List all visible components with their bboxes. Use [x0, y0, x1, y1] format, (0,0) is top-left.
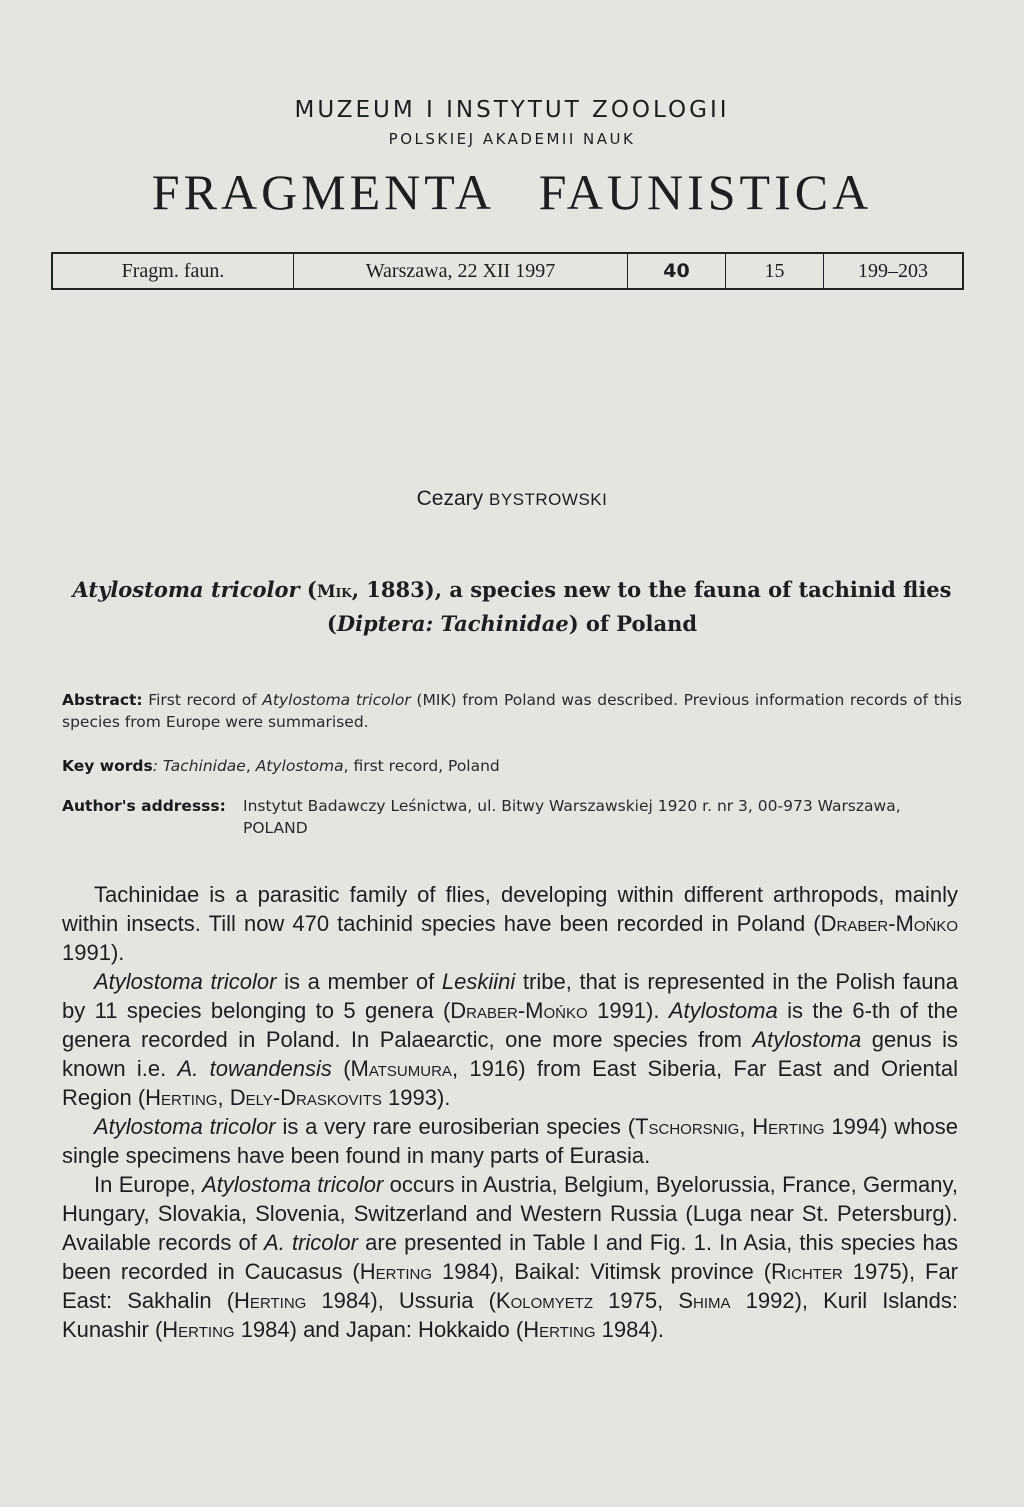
paragraph-3: Atylostoma tricolor is a very rare eurosiberian species (Tschorsnig, Herting 1994) whose single specimens have been found in many parts of Eurasia. — [62, 1114, 959, 1168]
journal-title: FRAGMENTA FAUNISTICA — [151, 164, 873, 220]
article-body — [62, 880, 958, 1344]
abstract-label: Abstract: — [62, 691, 143, 709]
journal-abbreviation: Fragm. faun. — [53, 254, 294, 288]
academy-name: POLSKIEJ AKADEMII NAUK — [388, 130, 636, 148]
title-authority: Mik — [316, 582, 352, 602]
article-title: Atylostoma tricolor (Mik, 1883), a species new to the fauna of tachinid flies (Diptera: Tachinidae) of Poland — [72, 577, 952, 636]
author-first-name: Cezary — [416, 487, 484, 510]
paragraph-1: Tachinidae is a parasitic family of flies, developing within different arthropods, mainly within insects. Till now 470 tachinid species have been recorded in Poland (Draber-Mońko 1991). — [62, 882, 958, 965]
abstract: Abstract: First record of Atylostoma tricolor (MIK) from Poland was described. Previous information records of this species from Europe were summarised. — [62, 691, 963, 731]
title-taxon: Diptera: Tachinidae — [336, 611, 569, 636]
publication-place-date: Warszawa, 22 XII 1997 — [294, 254, 628, 288]
address-label: Author's addresss: — [62, 797, 226, 815]
page-range: 199–203 — [858, 259, 928, 282]
author-last-name: BYSTROWSKI — [489, 490, 608, 509]
address-value: Instytut Badawczy Leśnictwa, ul. Bitwy Warszawskiej 1920 r. nr 3, 00-973 Warszawa, POLAND — [243, 797, 901, 837]
author-name — [0, 487, 1024, 511]
citation-table — [51, 252, 964, 290]
keywords: Key words: Tachinidae, Atylostoma, first record, Poland — [62, 757, 500, 775]
title-species: Atylostoma tricolor — [72, 577, 300, 602]
volume-number: 40 — [628, 254, 726, 288]
paragraph-4: In Europe, Atylostoma tricolor occurs in Austria, Belgium, Byelorussia, France, Germany, Hungary, Slovakia, Slovenia, Switzerland and Western Russia (Luga near St. Petersburg). Available records of A. tricolor are presented in Table I and Fig. 1. In Asia, this species has been recorded in Caucasus (Herting 1984), Baikal: Vitimsk province (Richter 1975), Far East: Sakhalin (Herting 1984), Ussuria (Kolomyetz 1975, Shima 1992), Kuril Islands: Kunashir (Herting 1984) and Japan: Hokkaido (Herting 1984). — [62, 1172, 959, 1342]
keywords-label: Key words — [62, 757, 153, 775]
paragraph-2: Atylostoma tricolor is a member of Leskiini tribe, that is represented in the Polish fauna by 11 species belonging to 5 genera (Draber-Mońko 1991). Atylostoma is the 6-th of the genera recorded in Poland. In Palaearctic, one more species from Atylostoma genus is known i.e. A. towandensis (Matsumura, 1916) from East Siberia, Far East and Oriental Region (Herting, Dely-Draskovits 1993). — [62, 969, 959, 1110]
author-address — [62, 795, 962, 839]
institution-name: MUZEUM I INSTYTUT ZOOLOGII — [294, 97, 730, 123]
issue-number: 15 — [726, 254, 824, 288]
